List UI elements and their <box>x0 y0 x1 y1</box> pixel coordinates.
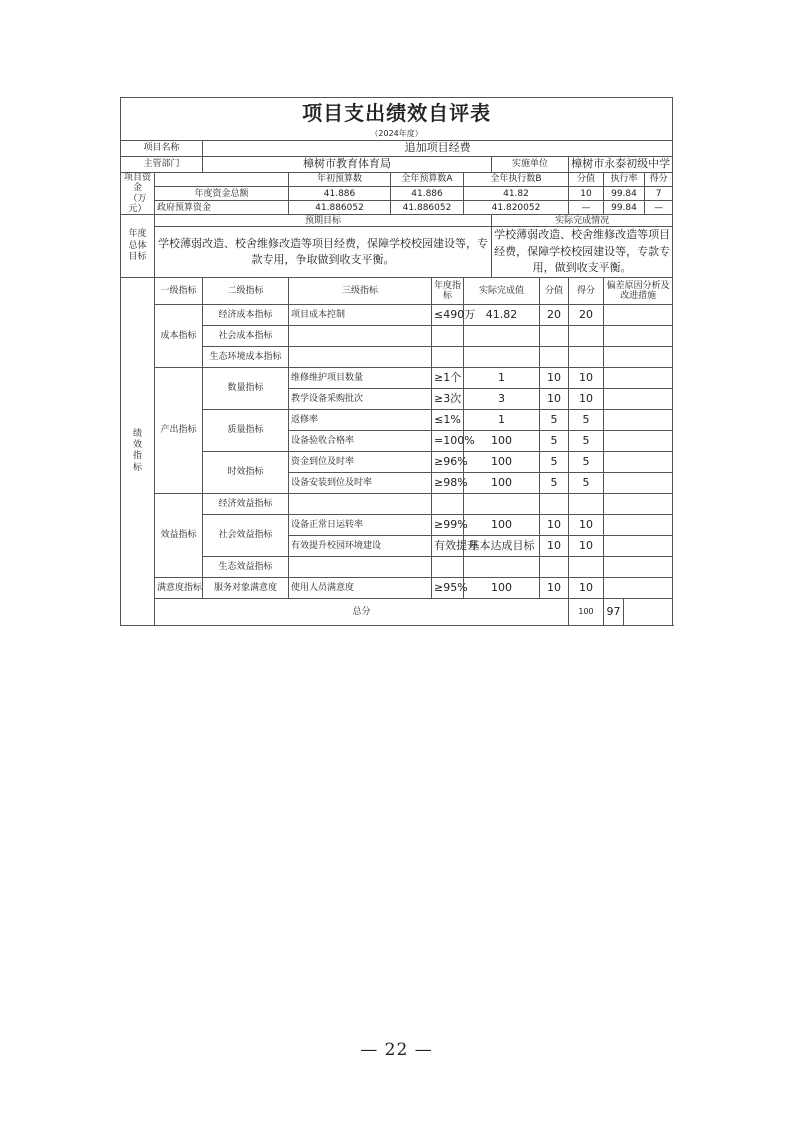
score: 10 <box>569 514 604 535</box>
level1-benefit: 效益指标 <box>155 493 203 577</box>
annual-goals-label: 年度总体目标 <box>121 215 155 278</box>
actual-value: 100 <box>464 472 540 493</box>
funds-cell: 41.886052 <box>289 201 391 215</box>
actual-value: 3 <box>464 388 540 409</box>
annual-target: ≤1% <box>432 409 464 430</box>
table-title: 项目支出绩效自评表 <box>121 98 673 129</box>
score: 20 <box>569 304 604 325</box>
actual-value: 41.82 <box>464 304 540 325</box>
score-value: 10 <box>540 367 569 388</box>
score: 10 <box>569 577 604 598</box>
funds-row-name: 政府预算资金 <box>155 201 289 215</box>
score: 5 <box>569 430 604 451</box>
actual-completion-text: 学校薄弱改造、校舍维修改造等项目经费，保障学校校园建设等，专款专用，做到收支平衡。 <box>492 227 673 278</box>
project-name-value: 追加项目经费 <box>203 141 673 157</box>
funds-label: 项目资金 （万元） <box>121 173 155 215</box>
actual-value: 1 <box>464 367 540 388</box>
funds-cell: 41.886052 <box>391 201 464 215</box>
level3-indicator: 资金到位及时率 <box>289 451 432 472</box>
annual-target: ≥95% <box>432 577 464 598</box>
annual-target: ≥96% <box>432 451 464 472</box>
level1-satisfaction: 满意度指标 <box>155 577 203 598</box>
performance-evaluation-table <box>120 97 673 626</box>
level1-output: 产出指标 <box>155 367 203 493</box>
project-name-label: 项目名称 <box>121 141 203 157</box>
level3-indicator: 设备正常日运转率 <box>289 514 432 535</box>
score: 10 <box>569 367 604 388</box>
funds-cell: 99.84 <box>604 187 645 201</box>
level2-quantity: 数量指标 <box>203 367 289 409</box>
funds-cell: 99.84 <box>604 201 645 215</box>
level1-cost: 成本指标 <box>155 304 203 367</box>
actual-value: 100 <box>464 514 540 535</box>
indicator-header: 偏差原因分析及改进措施 <box>604 277 673 304</box>
annual-target: ≤490万 <box>432 304 464 325</box>
funds-header: 分值 <box>569 173 604 187</box>
annual-target: ≥98% <box>432 472 464 493</box>
score: 10 <box>569 388 604 409</box>
total-score-value: 100 <box>569 598 604 625</box>
annual-target: ≥3次 <box>432 388 464 409</box>
score: 5 <box>569 472 604 493</box>
annual-target: =100% <box>432 430 464 451</box>
level2-timeliness: 时效指标 <box>203 451 289 493</box>
level2-economic: 经济效益指标 <box>203 493 289 514</box>
indicator-header: 二级指标 <box>203 277 289 304</box>
level3-indicator: 项目成本控制 <box>289 304 432 325</box>
funds-header: 得分 <box>645 173 673 187</box>
funds-cell: 41.82 <box>464 187 569 201</box>
indicator-header: 三级指标 <box>289 277 432 304</box>
funds-cell: 41.820052 <box>464 201 569 215</box>
funds-header: 全年执行数B <box>464 173 569 187</box>
score-value: 10 <box>540 577 569 598</box>
annual-target: ≥99% <box>432 514 464 535</box>
table-year: （2024年度） <box>121 128 673 141</box>
score-value: 20 <box>540 304 569 325</box>
funds-cell: — <box>645 201 673 215</box>
funds-row-name: 年度资金总额 <box>155 187 289 201</box>
expected-goal-label: 预期目标 <box>155 215 492 227</box>
level3-indicator: 使用人员满意度 <box>289 577 432 598</box>
level2-indicator: 生态环境成本指标 <box>203 346 289 367</box>
level3-indicator: 教学设备采购批次 <box>289 388 432 409</box>
actual-value: 100 <box>464 577 540 598</box>
funds-cell: 10 <box>569 187 604 201</box>
funds-cell: — <box>569 201 604 215</box>
score-value: 5 <box>540 451 569 472</box>
dept-value: 樟树市教育体育局 <box>203 157 492 173</box>
indicator-header: 年度指标 <box>432 277 464 304</box>
annual-target: 有效提升 <box>432 535 464 556</box>
score-value: 10 <box>540 535 569 556</box>
level3-indicator: 返修率 <box>289 409 432 430</box>
level3-indicator: 有效提升校园环境建设 <box>289 535 432 556</box>
implementing-unit-value: 樟树市永泰初级中学 <box>569 157 673 173</box>
indicator-header: 得分 <box>569 277 604 304</box>
actual-value: 100 <box>464 430 540 451</box>
actual-value: 1 <box>464 409 540 430</box>
funds-header: 年初预算数 <box>289 173 391 187</box>
annual-target: ≥1个 <box>432 367 464 388</box>
indicators-section-label: 绩效指标 <box>121 277 155 625</box>
funds-cell: 41.886 <box>289 187 391 201</box>
level2-ecological: 生态效益指标 <box>203 556 289 577</box>
level3-indicator: 设备安装到位及时率 <box>289 472 432 493</box>
funds-header: 执行率 <box>604 173 645 187</box>
funds-cell: 41.886 <box>391 187 464 201</box>
score-value: 5 <box>540 430 569 451</box>
dept-label: 主管部门 <box>121 157 203 173</box>
funds-header: 全年预算数A <box>391 173 464 187</box>
level2-indicator: 社会成本指标 <box>203 325 289 346</box>
level3-indicator: 设备验收合格率 <box>289 430 432 451</box>
level2-quality: 质量指标 <box>203 409 289 451</box>
actual-completion-label: 实际完成情况 <box>492 215 673 227</box>
score: 5 <box>569 409 604 430</box>
score: 10 <box>569 535 604 556</box>
expected-goal-text: 学校薄弱改造、校舍维修改造等项目经费，保障学校校园建设等，专款专用，争取做到收支平衡。 <box>155 227 492 278</box>
level2-indicator: 经济成本指标 <box>203 304 289 325</box>
total-score: 97 <box>604 598 624 625</box>
level3-indicator: 维修维护项目数量 <box>289 367 432 388</box>
total-label: 总分 <box>155 598 569 625</box>
indicator-header: 实际完成值 <box>464 277 540 304</box>
actual-value: 基本达成目标 <box>464 535 540 556</box>
score-value: 10 <box>540 514 569 535</box>
level2-social: 社会效益指标 <box>203 514 289 556</box>
score-value: 10 <box>540 388 569 409</box>
implementing-unit-label: 实施单位 <box>492 157 569 173</box>
actual-value: 100 <box>464 451 540 472</box>
score: 5 <box>569 451 604 472</box>
level2-indicator: 服务对象满意度 <box>203 577 289 598</box>
indicator-header: 一级指标 <box>155 277 203 304</box>
funds-cell: 7 <box>645 187 673 201</box>
page-number: — 22 — <box>360 1040 433 1060</box>
score-value: 5 <box>540 409 569 430</box>
score-value: 5 <box>540 472 569 493</box>
indicator-header: 分值 <box>540 277 569 304</box>
